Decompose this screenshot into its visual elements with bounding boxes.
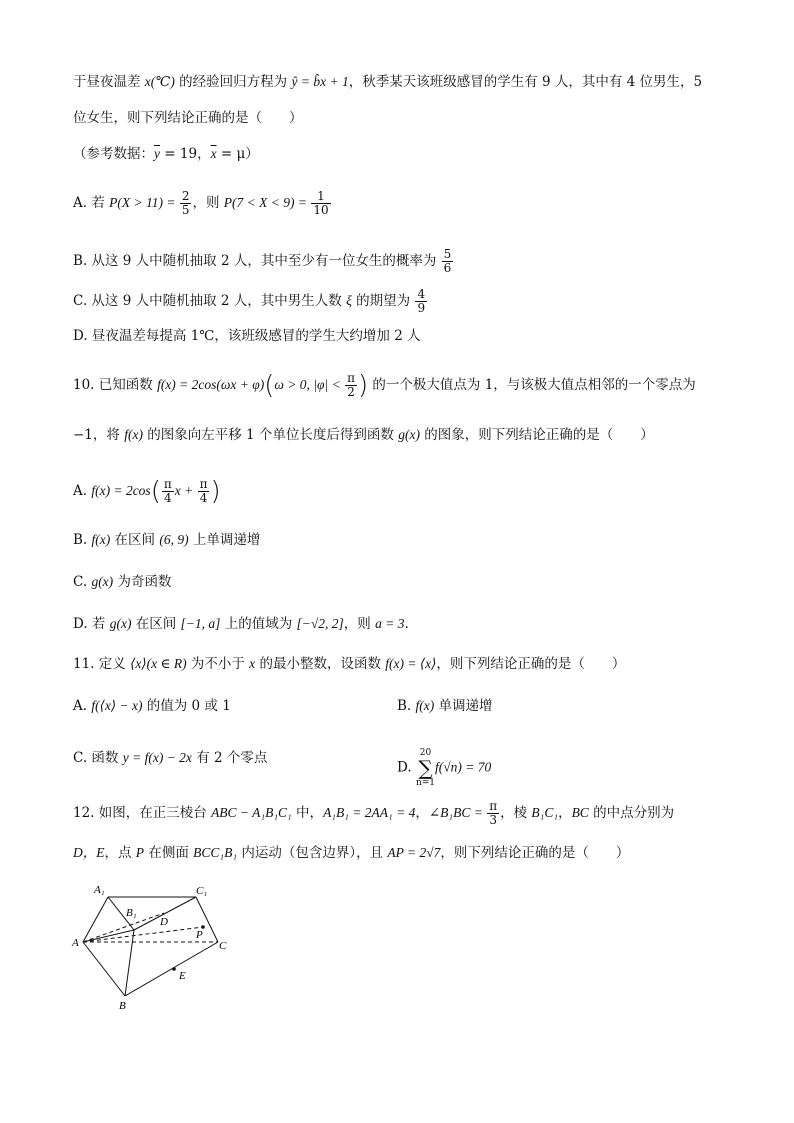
q10-text: −1，将 [73,427,125,443]
q10-d-text: . [404,616,409,632]
label-c1: C₁ [196,885,208,897]
q10-option-a [73,478,221,505]
q9-b-text: B. 从这 9 人中随机抽取 2 人，其中至少有一位女生的概率为 [73,253,441,269]
q12-text: ， [558,805,572,821]
q9-a-math: P(7 < X < 9) = [223,195,311,210]
q11-option-a [73,696,231,716]
fraction [198,478,210,505]
q9-text: ，秋季某天该班级感冒的学生有 9 人，其中有 4 位男生，5 [348,74,703,90]
q9-option-c [73,288,428,315]
denominator: 4 [163,491,172,505]
q10-text: 的一个极大值点为 1，与该极大值点相邻的一个零点为 [368,377,696,393]
numerator: 1 [311,190,330,204]
q11-b-text: 单调递增 [434,698,493,714]
q12-edge: B₁C₁ [531,805,559,820]
q10-c-label: C. [73,574,92,590]
q11-option-c [73,748,267,768]
paren-right: ) [210,476,221,507]
numerator: 5 [443,247,452,261]
q10-text: 10. 已知函数 [73,377,158,393]
q12-face: BCC₁B₁ [193,845,238,860]
q10-b-text: 上单调递增 [188,532,261,548]
q10-condition: ω > 0, |φ| < [274,377,345,392]
q10-line1 [73,372,696,399]
q10-d-interval: [−1, a] [180,616,221,631]
label-d: D [160,916,168,928]
q12-point-p: P [135,845,145,860]
q9-text: 位女生，则下列结论正确的是（ ） [73,110,303,126]
q9-ref-xbar: $\overline{x}$ [210,146,217,161]
q10-text: 的图象向左平移 1 个单位长度后得到函数 [142,427,399,443]
q10-option-c [73,572,171,592]
q10-b-math: f(x) [91,532,111,547]
q9-regression-equation: ŷ = b̂x + 1 [291,74,349,89]
q11-text: 11. 定义 [73,656,131,672]
label-b1: B₁ [126,907,137,919]
q11-b-math: f(x) [415,698,435,713]
q12-text: ，棱 [500,805,532,821]
fraction [487,800,499,827]
q10-option-b [73,530,260,550]
fraction [345,372,357,399]
denominator: 10 [313,203,329,217]
q12-text: 在侧面 [144,845,194,861]
q9-c-text: C. 从这 9 人中随机抽取 2 人，其中男生人数 [73,293,347,309]
q11-definition: ⟨x⟩(x ∈ R) [130,656,187,671]
label-c: C [219,940,227,952]
edge-b1b [125,930,134,996]
q11-x: x [249,656,256,671]
q11-function: f(x) = ⟨x⟩ [385,656,437,671]
sum-upper: 20 [419,748,432,758]
q12-angle: ∠B₁BC = [428,805,487,820]
q12-ap: AP = 2√7 [387,845,441,860]
numerator: π [163,477,172,491]
edge-a1a [83,897,108,942]
label-e: E [179,970,186,982]
q10-text: 的图象，则下列结论正确的是（ ） [419,427,654,443]
q9-option-a [73,190,332,217]
edge-ab [83,942,125,996]
q10-c-math: g(x) [91,574,114,589]
numerator: π [199,477,208,491]
q9-a-math: P(X > 11) = [109,195,179,210]
summation [416,748,435,788]
q11-c-text: C. 函数 [73,750,123,766]
fraction [415,288,427,315]
fraction [180,190,192,217]
q10-c-text: 为奇函数 [113,574,172,590]
q12-points: D，E [73,845,105,860]
q10-d-math: g(x) [109,616,132,631]
numerator: 2 [181,189,190,203]
denominator: 6 [443,261,452,275]
q12-text: ，点 [104,845,136,861]
q10-a-math: x + [174,483,197,498]
q9-d-text: D. 昼夜温差每提高 1℃，该班级感冒的学生大约增加 2 人 [73,328,421,344]
q11-option-b [397,696,493,716]
numerator: π [489,799,498,813]
frustum-figure [70,870,250,1020]
q12-lengths: A₁B₁ = 2AA₁ = 4 [323,805,416,820]
q10-d-math: a = 3 [375,616,405,631]
q10-d-text: 上的值域为 [220,616,297,632]
q11-d-label: D. [397,759,416,776]
q9-option-d [73,326,421,346]
q12-frustum: ABC − A₁B₁C₁ [211,805,292,820]
q10-function: f(x) = 2cos(ωx + φ) [157,377,265,392]
q9-ref-label: （参考数据： [73,146,154,162]
q9-c-xi: ξ [346,293,352,308]
sum-lower: n=1 [415,778,436,788]
q10-d-text: D. 若 [73,616,110,632]
q11-text: ，则下列结论正确的是（ ） [436,656,626,672]
q11-text: 的最小整数，设函数 [255,656,386,672]
q10-b-label: B. [73,532,92,548]
denominator: 9 [417,301,426,315]
q11-a-text: 的值为 0 或 1 [142,698,231,714]
q9-a-label: A. 若 [73,195,110,211]
edge-bc [125,942,218,996]
q9-text: 于昼夜温差 [73,74,145,90]
q10-fx: f(x) [124,427,143,442]
q12-text: ，则下列结论正确的是（ ） [440,845,630,861]
paren-left: ( [150,476,161,507]
q10-d-text: 在区间 [131,616,181,632]
point-e-dot [172,967,176,971]
q12-line1 [73,800,674,827]
q11-line1 [73,654,625,674]
q11-option-d [397,748,491,788]
q11-d-math: f(√n) = 70 [435,759,492,775]
q9-c-text: 的期望为 [351,293,415,309]
q9-ref-text: = 19， [160,146,211,162]
q9-ref-text: = μ） [216,146,259,162]
q10-option-d [73,614,409,634]
paren-right: ) [357,370,369,401]
q12-text: 12. 如图，在正三棱台 [73,805,212,821]
denominator: 2 [347,385,355,399]
fraction [311,190,330,217]
edge-ab1 [83,930,134,942]
q10-d-text: ，则 [343,616,376,632]
q11-b-label: B. [397,698,416,714]
q9-a-text: ，则 [192,195,224,211]
numerator: 4 [417,287,426,301]
label-b: B [119,1000,126,1012]
q10-line2 [73,425,654,445]
numerator: π [347,371,355,385]
fraction [442,248,454,275]
q11-c-math: y = f(x) − 2x [122,750,192,765]
q12-text: 内运动（包含边界），且 [237,845,388,861]
q10-b-interval: (6, 9) [159,532,189,547]
label-a1: A₁ [94,884,105,896]
label-a: A [72,937,79,949]
paren-left: ( [264,370,275,401]
fraction [162,478,174,505]
q10-d-range: [−√2, 2] [296,616,344,631]
q9-option-b [73,248,454,275]
line-ap [83,927,203,942]
q12-text: ， [415,805,429,821]
q11-a-label: A. [73,698,92,714]
q9-line1 [73,72,702,92]
q10-a-label: A. [73,483,92,499]
denominator: 3 [489,813,497,827]
q9-text: 的经验回归方程为 [174,74,292,90]
denominator: 4 [199,491,208,505]
q9-reference-data [73,144,259,164]
q10-a-math: f(x) = 2cos [91,483,151,498]
q12-edge: BC [571,805,589,820]
q12-line2 [73,843,629,863]
q11-a-math: f(⟨x⟩ − x) [91,698,143,713]
q9-math-x: x(℃) [144,74,175,89]
q12-text: 的中点分别为 [588,805,675,821]
q11-c-text: 有 2 个零点 [191,750,268,766]
q12-text: 中， [291,805,324,821]
denominator: 5 [181,203,190,217]
q11-text: 为不小于 [186,656,250,672]
label-p: P [196,929,203,941]
q10-gx: g(x) [398,427,420,442]
sigma: ∑ [418,756,433,780]
q10-b-text: 在区间 [110,532,160,548]
q9-line2 [73,108,303,128]
q9-ref-ybar: $\overline{y}$ [154,146,160,161]
